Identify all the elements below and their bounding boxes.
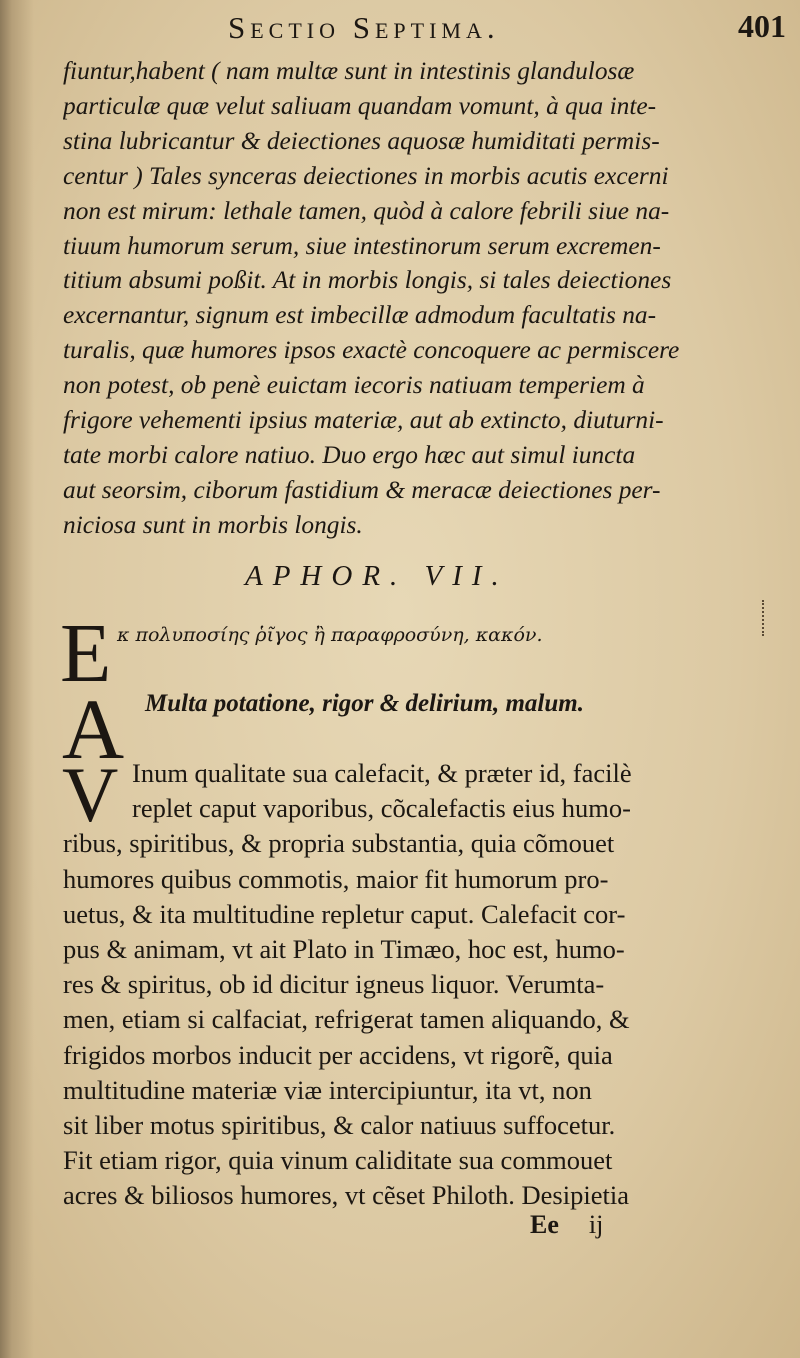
commentary-line: frigore vehementi ipsius materiæ, aut ab extincto, diuturni-	[63, 406, 664, 435]
commentary-line: excernantur, signum est imbecillæ admodum facultatis na-	[63, 301, 657, 330]
signature-number: ij	[588, 1210, 604, 1239]
margin-annotation-mark	[762, 600, 770, 636]
commentary-line: non potest, ob penè euictam iecoris natiuam temperiem à	[63, 371, 645, 400]
commentary-line: niciosa sunt in morbis longis.	[63, 510, 363, 539]
signature-letters: Ee	[530, 1210, 559, 1239]
latin-aphorism-text: Multa potatione, rigor & delirium, malum.	[145, 690, 584, 717]
aphorism-heading: APHOR. VII.	[245, 560, 509, 592]
commentary-line: centur ) Tales synceras deiectiones in morbis acutis excerni	[63, 161, 669, 190]
running-title: Sectio Septima.	[228, 10, 500, 45]
commentary-line: stina lubricantur & deiectiones aquosæ humiditati permis-	[63, 126, 660, 155]
commentary-line: aut seorsim, ciborum fastidium & meracæ deiectiones per-	[63, 475, 661, 504]
signature-mark	[530, 1210, 603, 1240]
body-line: Inum qualitate sua calefacit, & præter id, facilè	[132, 758, 632, 788]
page-number: 401	[738, 8, 786, 44]
body-line: res & spiritus, ob id dicitur igneus liquor. Verumta-	[63, 969, 605, 1000]
body-line: humores quibus commotis, maior fit humorum pro-	[63, 863, 609, 894]
commentary-line: titium absumi poßit. At in morbis longis, si tales deiectiones	[63, 266, 672, 295]
body-line: men, etiam si calfaciat, refrigerat tamen aliquando, &	[63, 1004, 630, 1035]
commentary-line: particulæ quæ velut saliuam quandam vomunt, à qua inte-	[63, 91, 657, 120]
greek-initial-letter: E	[60, 607, 112, 700]
commentary-line: turalis, quæ humores ipsos exactè concoquere ac permiscere	[63, 336, 680, 365]
latin-initial-letter: A	[62, 681, 125, 777]
body-line: uetus, & ita multitudine repletur caput. Calefacit cor-	[63, 898, 626, 929]
body-text	[62, 751, 753, 1214]
commentary-line: non est mirum: lethale tamen, quòd à calore febrili siue na-	[63, 196, 670, 225]
greek-aphorism-text: κ πολυποσίης ῥῖγος ἢ παραφροσύνη, κακόν.	[117, 624, 543, 646]
body-line: ribus, spiritibus, & propria substantia, quia cõmouet	[63, 828, 615, 859]
commentary-line: fiuntur,habent ( nam multæ sunt in intestinis glandulosæ	[63, 57, 635, 85]
commentary-line: tiuum humorum serum, siue intestinorum serum excremen-	[63, 231, 661, 260]
commentary-line: tate morbi calore natiuo. Duo ergo hæc aut simul iuncta	[63, 440, 636, 469]
body-initial-letter: V	[62, 751, 119, 838]
page-gutter-shadow	[0, 0, 34, 1358]
body-line: frigidos morbos inducit per accidens, vt rigorẽ, quia	[63, 1039, 613, 1070]
body-line: acres & biliosos humores, vt cẽset Philoth. Desipietia	[63, 1180, 629, 1211]
commentary-text	[63, 54, 753, 543]
body-line: replet caput vaporibus, cõcalefactis eius humo-	[132, 793, 631, 824]
body-line: pus & animam, vt ait Plato in Timæo, hoc est, humo-	[63, 934, 625, 965]
body-line: Fit etiam rigor, quia vinum caliditate sua commouet	[63, 1145, 613, 1176]
body-line: sit liber motus spiritibus, & calor natiuus suffocetur.	[63, 1110, 616, 1141]
body-line: multitudine materiæ viæ intercipiuntur, ita vt, non	[63, 1074, 592, 1105]
